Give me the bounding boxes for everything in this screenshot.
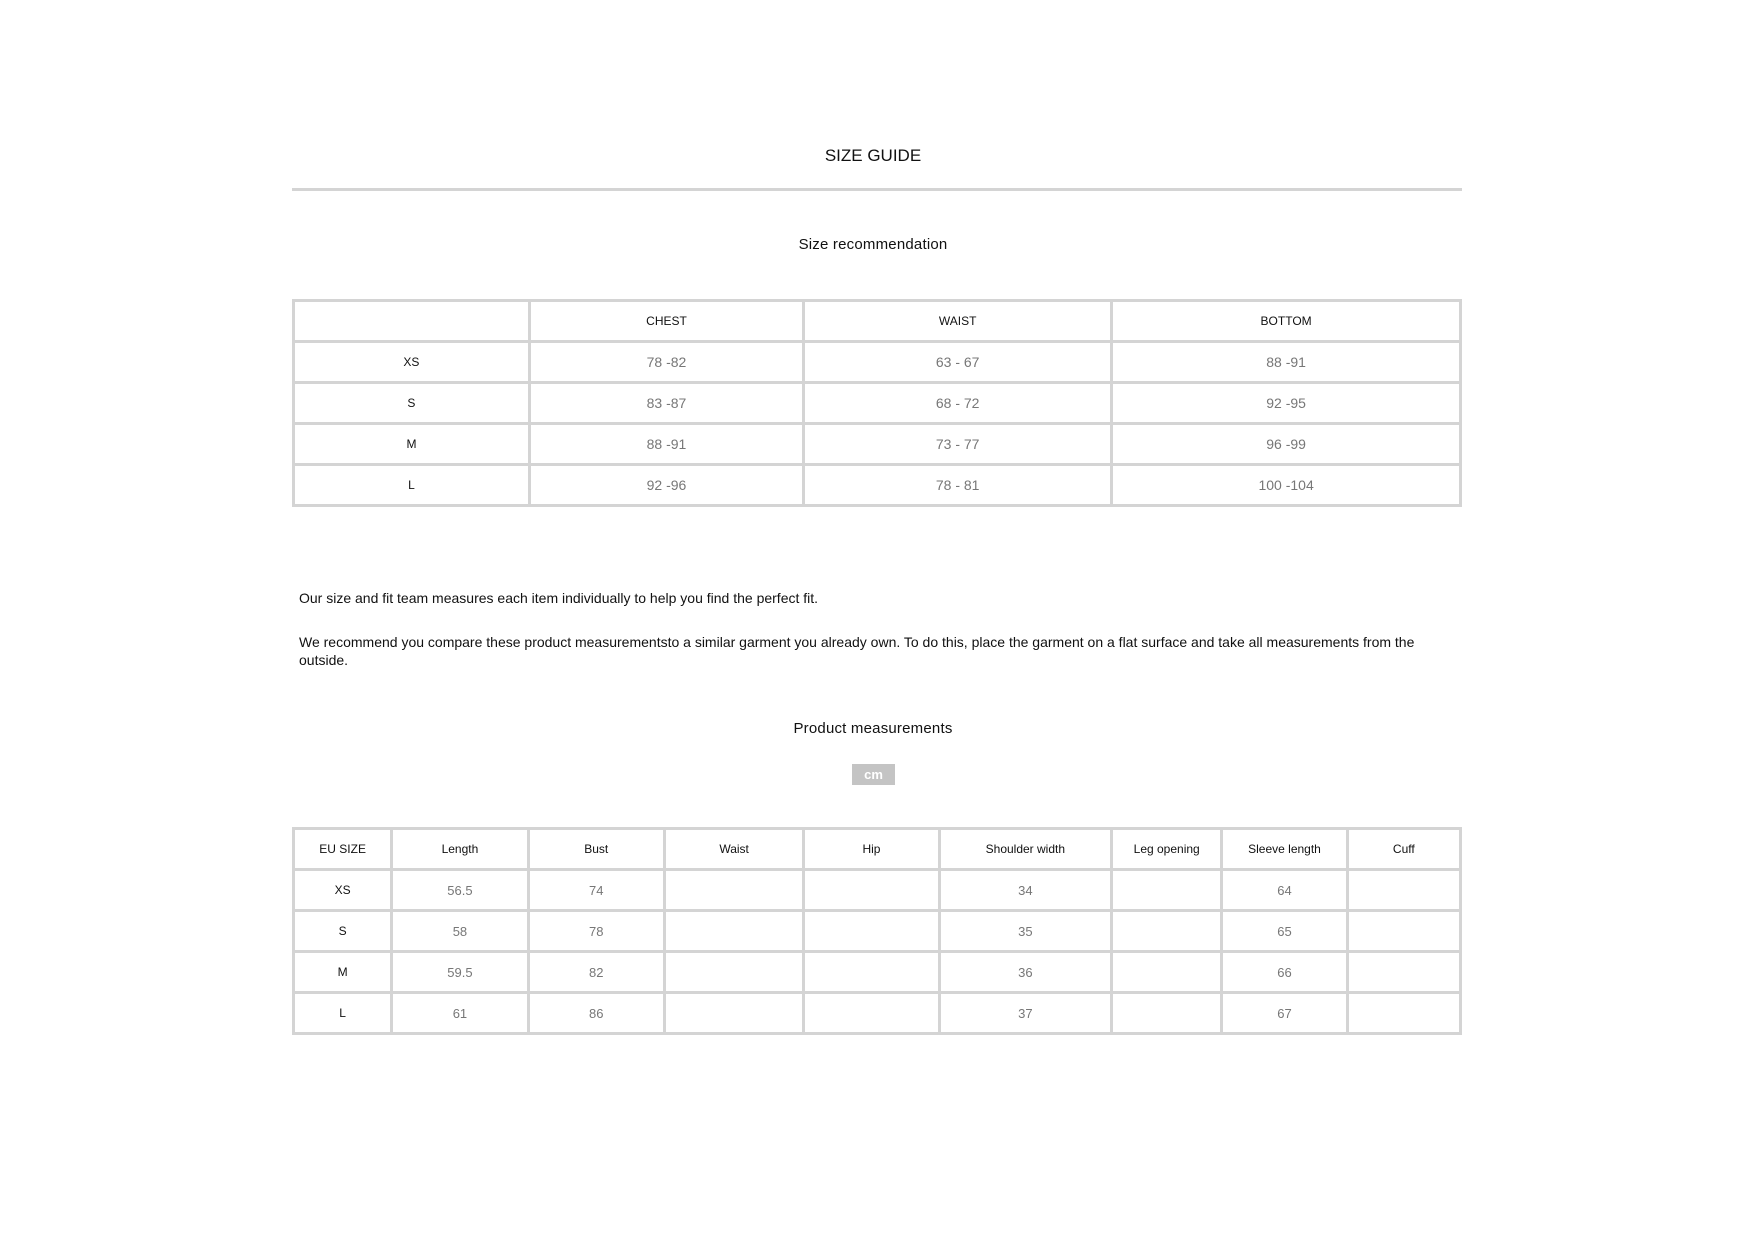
shoulder-width-cell: 34: [939, 870, 1111, 911]
waist-cell: [664, 952, 803, 993]
bust-cell: 86: [528, 993, 664, 1034]
bottom-cell: 92 -95: [1112, 383, 1461, 424]
eu-size-cell: XS: [294, 870, 392, 911]
size-cell: M: [294, 424, 530, 465]
header-cell-length: Length: [392, 829, 528, 870]
table-header-row: [294, 301, 1461, 342]
eu-size-cell: L: [294, 993, 392, 1034]
waist-cell: [664, 911, 803, 952]
header-cell-leg-opening: Leg opening: [1112, 829, 1222, 870]
product-measurements-table: [292, 827, 1462, 1035]
header-cell-waist: Waist: [664, 829, 803, 870]
chest-cell: 83 -87: [529, 383, 803, 424]
cuff-cell: [1347, 911, 1460, 952]
page-title: SIZE GUIDE: [824, 146, 922, 165]
table-row: [294, 465, 1461, 506]
table-header-row: [294, 829, 1461, 870]
header-cell-bottom: BOTTOM: [1112, 301, 1461, 342]
header-cell-shoulder-width: Shoulder width: [939, 829, 1111, 870]
header-cell-blank: [294, 301, 530, 342]
header-cell-eu-size: EU SIZE: [294, 829, 392, 870]
cuff-cell: [1347, 952, 1460, 993]
hip-cell: [804, 911, 939, 952]
leg-opening-cell: [1112, 911, 1222, 952]
waist-cell: [664, 993, 803, 1034]
shoulder-width-cell: 37: [939, 993, 1111, 1034]
sleeve-length-cell: 64: [1222, 870, 1347, 911]
waist-cell: 73 - 77: [804, 424, 1112, 465]
title-divider: [292, 188, 1462, 191]
chest-cell: 88 -91: [529, 424, 803, 465]
size-cell: L: [294, 465, 530, 506]
header-cell-sleeve-length: Sleeve length: [1222, 829, 1347, 870]
header-cell-cuff: Cuff: [1347, 829, 1460, 870]
header-cell-bust: Bust: [528, 829, 664, 870]
hip-cell: [804, 870, 939, 911]
product-measurements-heading: Product measurements: [793, 720, 953, 737]
bust-cell: 78: [528, 911, 664, 952]
length-cell: 56.5: [392, 870, 528, 911]
bottom-cell: 88 -91: [1112, 342, 1461, 383]
header-cell-waist: WAIST: [804, 301, 1112, 342]
shoulder-width-cell: 35: [939, 911, 1111, 952]
cuff-cell: [1347, 870, 1460, 911]
hip-cell: [804, 993, 939, 1034]
header-cell-hip: Hip: [804, 829, 939, 870]
table-row: [294, 424, 1461, 465]
table-row: [294, 952, 1461, 993]
length-cell: 61: [392, 993, 528, 1034]
size-cell: S: [294, 383, 530, 424]
waist-cell: 63 - 67: [804, 342, 1112, 383]
hip-cell: [804, 952, 939, 993]
chest-cell: 92 -96: [529, 465, 803, 506]
waist-cell: 78 - 81: [804, 465, 1112, 506]
size-recommendation-heading: Size recommendation: [798, 236, 948, 253]
table-row: [294, 342, 1461, 383]
sleeve-length-cell: 65: [1222, 911, 1347, 952]
bust-cell: 74: [528, 870, 664, 911]
unit-toggle-cm[interactable]: cm: [852, 764, 895, 785]
size-cell: XS: [294, 342, 530, 383]
leg-opening-cell: [1112, 952, 1222, 993]
waist-cell: [664, 870, 803, 911]
eu-size-cell: S: [294, 911, 392, 952]
sleeve-length-cell: 66: [1222, 952, 1347, 993]
length-cell: 58: [392, 911, 528, 952]
shoulder-width-cell: 36: [939, 952, 1111, 993]
bottom-cell: 100 -104: [1112, 465, 1461, 506]
leg-opening-cell: [1112, 993, 1222, 1034]
fit-team-note: Our size and fit team measures each item individually to help you find the perfect fit.: [299, 590, 819, 606]
leg-opening-cell: [1112, 870, 1222, 911]
measuring-instructions: We recommend you compare these product measurementsto a similar garment you already own. To do this, place the garment on a flat surface and take all measurements from the outside.: [299, 634, 1415, 668]
table-row: [294, 993, 1461, 1034]
table-row: [294, 383, 1461, 424]
eu-size-cell: M: [294, 952, 392, 993]
sleeve-length-cell: 67: [1222, 993, 1347, 1034]
chest-cell: 78 -82: [529, 342, 803, 383]
cuff-cell: [1347, 993, 1460, 1034]
bust-cell: 82: [528, 952, 664, 993]
header-cell-chest: CHEST: [529, 301, 803, 342]
table-row: [294, 911, 1461, 952]
bottom-cell: 96 -99: [1112, 424, 1461, 465]
waist-cell: 68 - 72: [804, 383, 1112, 424]
size-recommendation-table: [292, 299, 1462, 507]
length-cell: 59.5: [392, 952, 528, 993]
table-row: [294, 870, 1461, 911]
